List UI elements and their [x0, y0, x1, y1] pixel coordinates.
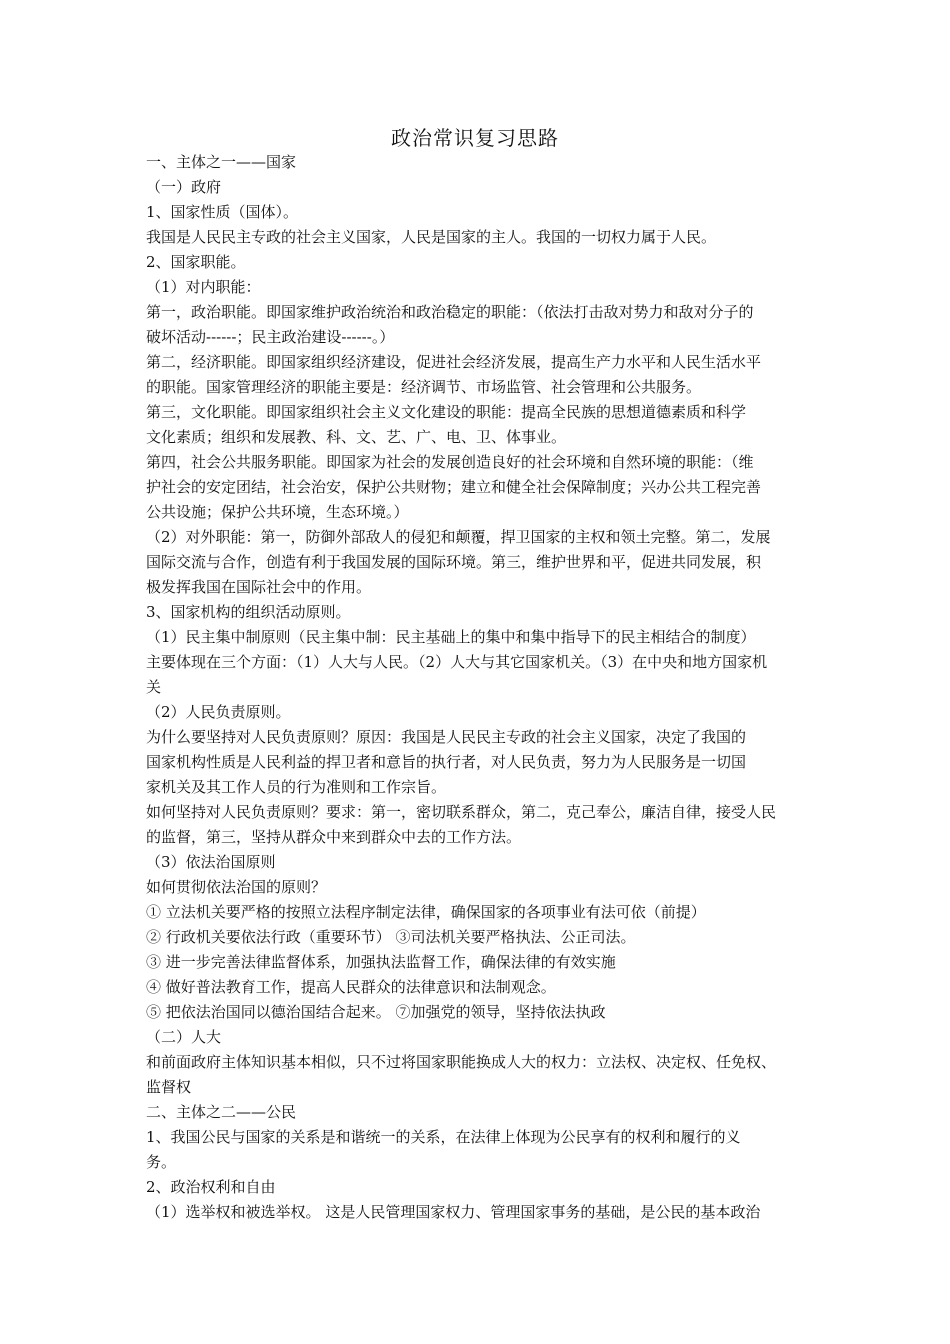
text-line: 监督权 [146, 1078, 192, 1096]
document-title: 政治常识复习思路 [391, 126, 559, 150]
text-line: 第一，政治职能。即国家维护政治统治和政治稳定的职能：（依法打击敌对势力和敌对分子的 [146, 303, 754, 321]
text-line: 极发挥我国在国际社会中的作用。 [146, 578, 372, 596]
text-line: 公共设施；保护公共环境，生态环境。） [146, 503, 409, 521]
text-line: 和前面政府主体知识基本相似，只不过将国家职能换成人大的权力：立法权、决定权、任免权、 [146, 1053, 777, 1071]
text-line: ④ 做好普法教育工作，提高人民群众的法律意识和法制观念。 [146, 978, 556, 996]
text-line: 3、国家机构的组织活动原则。 [146, 603, 351, 621]
text-line: 为什么要坚持对人民负责原则？原因：我国是人民民主专政的社会主义国家，决定了我国的 [146, 728, 747, 746]
text-line: 一、主体之一——国家 [146, 153, 297, 171]
text-line: 2、政治权利和自由 [146, 1178, 276, 1196]
text-line: ⑤ 把依法治国同以德治国结合起来。 ⑦加强党的领导，坚持依法执政 [146, 1003, 606, 1021]
text-line: （1）民主集中制原则（民主集中制：民主基础上的集中和集中指导下的民主相结合的制度） [146, 628, 756, 646]
text-line: ① 立法机关要严格的按照立法程序制定法律，确保国家的各项事业有法可依（前提） [146, 903, 706, 921]
text-line: 如何坚持对人民负责原则？要求：第一，密切联系群众，第二，克己奉公，廉洁自律，接受人民 [146, 803, 777, 821]
text-line: 2、国家职能。 [146, 253, 246, 271]
text-line: ② 行政机关要依法行政（重要环节） ③司法机关要严格执法、公正司法。 [146, 928, 636, 946]
text-line: （3）依法治国原则 [146, 853, 276, 871]
text-line: 如何贯彻依法治国的原则？ [146, 878, 327, 896]
text-line: 文化素质；组织和发展教、科、文、艺、广、电、卫、体事业。 [146, 428, 567, 446]
text-line: 务。 [146, 1153, 177, 1171]
text-line: 第四，社会公共服务职能。即国家为社会的发展创造良好的社会环境和自然环境的职能：（维 [146, 453, 754, 471]
text-line: ③ 进一步完善法律监督体系，加强执法监督工作，确保法律的有效实施 [146, 953, 616, 971]
text-line: 破坏活动------；民主政治建设------。） [146, 328, 395, 346]
text-line: 第三，文化职能。即国家组织社会主义文化建设的职能：提高全民族的思想道德素质和科学 [146, 403, 747, 421]
document-body [146, 150, 806, 1225]
text-line: （二）人大 [146, 1028, 222, 1046]
text-line: 护社会的安定团结，社会治安，保护公共财物；建立和健全社会保障制度；兴办公共工程完善 [146, 478, 762, 496]
text-line: 主要体现在三个方面：（1）人大与人民。（2）人大与其它国家机关。（3）在中央和地方国家机 [146, 653, 768, 671]
text-line: 我国是人民民主专政的社会主义国家，人民是国家的主人。我国的一切权力属于人民。 [146, 228, 717, 246]
text-line: （1）对内职能： [146, 278, 261, 296]
text-line: （一）政府 [146, 178, 222, 196]
text-line: 二、主体之二——公民 [146, 1103, 297, 1121]
text-line: 1、我国公民与国家的关系是和谐统一的关系，在法律上体现为公民享有的权利和履行的义 [146, 1128, 741, 1146]
text-line: （2）人民负责原则。 [146, 703, 291, 721]
text-line: 第二，经济职能。即国家组织经济建设，促进社会经济发展，提高生产力水平和人民生活水平 [146, 353, 762, 371]
text-line: 的监督，第三，坚持从群众中来到群众中去的工作方法。 [146, 828, 522, 846]
text-line: 关 [146, 678, 162, 696]
text-line: 的职能。国家管理经济的职能主要是：经济调节、市场监管、社会管理和公共服务。 [146, 378, 702, 396]
text-line: 家机关及其工作人员的行为准则和工作宗旨。 [146, 778, 447, 796]
text-line: （2）对外职能：第一，防御外部敌人的侵犯和颠覆，捍卫国家的主权和领土完整。第二，发展 [146, 528, 771, 546]
text-line: 国际交流与合作，创造有利于我国发展的国际环境。第三，维护世界和平，促进共同发展，积 [146, 553, 762, 571]
text-line: （1）选举权和被选举权。 这是人民管理国家权力、管理国家事务的基础，是公民的基本政治 [146, 1203, 761, 1221]
text-line: 国家机构性质是人民利益的捍卫者和意旨的执行者，对人民负责，努力为人民服务是一切国 [146, 753, 747, 771]
text-line: 1、国家性质（国体）。 [146, 203, 299, 221]
